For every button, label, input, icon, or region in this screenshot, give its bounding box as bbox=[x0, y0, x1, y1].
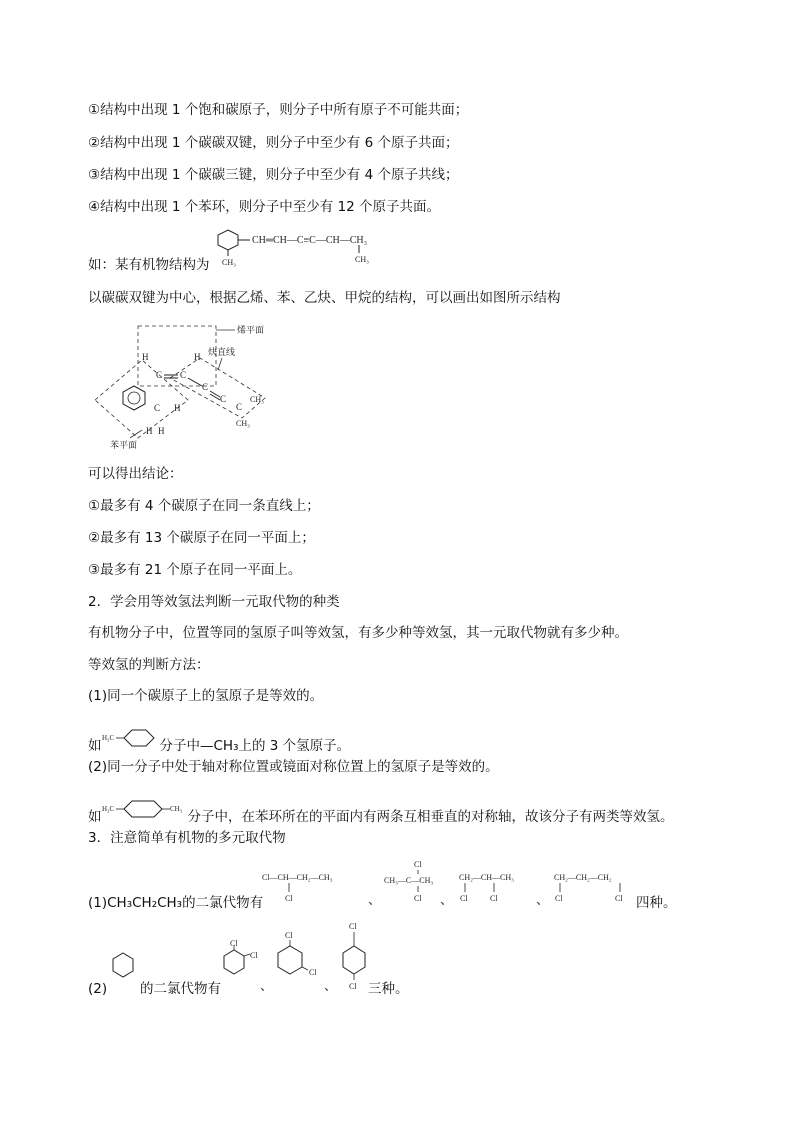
alkyne-line-label: 炔直线 bbox=[208, 347, 236, 357]
svg-text:H: H bbox=[158, 426, 165, 436]
svg-text:Cl: Cl bbox=[309, 968, 317, 977]
svg-text:、: 、 bbox=[324, 978, 338, 993]
benzene-suffix: 三种。 bbox=[368, 981, 409, 997]
benzene-plane-box bbox=[95, 360, 188, 438]
svg-text:H: H bbox=[142, 352, 149, 362]
svg-text:C: C bbox=[180, 370, 187, 380]
svg-text:C: C bbox=[156, 370, 163, 380]
conclusion-3: ③最多有 21 个原子在同一平面上。 bbox=[88, 562, 302, 578]
example-prefix: 如：某有机物结构为 bbox=[88, 257, 210, 273]
svg-text:Cl: Cl bbox=[414, 894, 422, 903]
svg-text:H: H bbox=[174, 403, 181, 413]
xylene-structure bbox=[102, 797, 188, 825]
rule-4: ④结构中出现 1 个苯环，则分子中至少有 12 个原子共面。 bbox=[88, 199, 441, 215]
benzene-mid: 的二氯代物有 bbox=[140, 981, 221, 997]
svg-text:、: 、 bbox=[440, 892, 454, 907]
rule-1: ①结构中出现 1 个饱和碳原子，则分子中所有原子不可能共面； bbox=[88, 102, 469, 118]
rule-same-carbon: (1)同一个碳原子上的氢原子是等效的。 bbox=[88, 688, 324, 704]
section-2-title: 2．学会用等效氢法判断一元取代物的种类 bbox=[88, 594, 340, 610]
center-text: 以碳碳双键为中心，根据乙烯、苯、乙炔、甲烷的结构，可以画出如图所示结构 bbox=[88, 290, 561, 306]
benzene-ring bbox=[218, 230, 238, 250]
example-structure bbox=[214, 226, 394, 268]
svg-text:C: C bbox=[236, 402, 243, 412]
svg-text:Cl: Cl bbox=[230, 939, 238, 948]
svg-text:C: C bbox=[154, 403, 161, 413]
propane-prefix: (1)CH₃CH₂CH₃的二氯代物有 bbox=[88, 895, 264, 911]
alkyne-line-box bbox=[170, 358, 265, 418]
alkene-plane-label: 烯平面 bbox=[237, 325, 265, 335]
isomer-2: CH₃—C—CH₃ bbox=[384, 876, 434, 885]
svg-text:Cl: Cl bbox=[285, 931, 293, 940]
isomer-4: CH₂—CH₂—CH₂ bbox=[554, 873, 612, 882]
svg-text:C: C bbox=[202, 382, 209, 392]
conclusion-1: ①最多有 4 个碳原子在同一条直线上； bbox=[88, 498, 320, 514]
alkene-plane-box bbox=[138, 326, 216, 386]
section-2-method: 等效氢的判断方法： bbox=[88, 657, 210, 673]
conclusion-2: ②最多有 13 个碳原子在同一平面上； bbox=[88, 530, 315, 546]
xylene-example: 如 H₃C CH₃ 分子中，在苯环所在的平面内有两条互相垂直的对称轴，故该分子有两类等效氢。 bbox=[88, 797, 674, 826]
svg-text:Cl: Cl bbox=[250, 951, 258, 960]
svg-text:CH₃: CH₃ bbox=[250, 395, 264, 404]
benzene-prefix: (2) bbox=[88, 981, 108, 997]
section-3-title: 3．注意简单有机物的多元取代物 bbox=[88, 830, 286, 846]
benzene-structure bbox=[110, 950, 136, 984]
isomer-3: CH₂—CH—CH₃ bbox=[459, 873, 514, 882]
svg-text:H: H bbox=[146, 426, 153, 436]
example-ch3-branch: CH₃ bbox=[355, 255, 369, 264]
toluene-structure bbox=[102, 726, 160, 754]
svg-text:Cl: Cl bbox=[349, 922, 357, 931]
benzene-plane-label: 苯平面 bbox=[110, 440, 138, 450]
svg-text:H: H bbox=[194, 352, 201, 362]
svg-text:H₃C: H₃C bbox=[101, 734, 114, 742]
svg-text:Cl: Cl bbox=[414, 860, 422, 869]
rule-2: ②结构中出现 1 个碳碳双键，则分子中至少有 6 个原子共面； bbox=[88, 135, 459, 151]
propane-suffix: 四种。 bbox=[636, 895, 677, 911]
example-ch3-ring: CH₃ bbox=[222, 258, 236, 267]
rule-3: ③结构中出现 1 个碳碳三键，则分子中至少有 4 个原子共线； bbox=[88, 167, 459, 183]
svg-text:Cl: Cl bbox=[555, 894, 563, 903]
toluene-example: 如 H₃C 分子中—CH₃上的 3 个氢原子。 bbox=[88, 726, 350, 755]
svg-text:Cl: Cl bbox=[615, 894, 623, 903]
svg-text:CH₃: CH₃ bbox=[236, 419, 250, 428]
svg-text:Cl: Cl bbox=[285, 894, 293, 903]
section-2-definition: 有机物分子中，位置等同的氢原子叫等效氢，有多少种等效氢，其一元取代物就有多少种。 bbox=[88, 625, 628, 641]
svg-text:C: C bbox=[220, 394, 227, 404]
diagram-benzene-ring bbox=[123, 386, 145, 410]
svg-text:Cl: Cl bbox=[460, 894, 468, 903]
isomer-1: Cl—CH—CH₂—CH₃ bbox=[262, 873, 333, 882]
conclusion-title: 可以得出结论： bbox=[88, 466, 183, 482]
plane-diagram bbox=[90, 318, 290, 468]
propane-dichloride-structures bbox=[262, 858, 672, 908]
svg-text:CH₃: CH₃ bbox=[169, 805, 182, 813]
svg-text:、: 、 bbox=[536, 892, 550, 907]
svg-text:、: 、 bbox=[368, 892, 382, 907]
svg-text:Cl: Cl bbox=[349, 982, 357, 991]
svg-text:H₃C: H₃C bbox=[101, 805, 114, 813]
svg-text:Cl: Cl bbox=[490, 894, 498, 903]
svg-text:、: 、 bbox=[260, 978, 274, 993]
example-chain: CH═CH—C≡C—CH—CH₃ bbox=[252, 235, 368, 246]
rule-symmetry: (2)同一分子中处于轴对称位置或镜面对称位置上的氢原子是等效的。 bbox=[88, 759, 499, 775]
